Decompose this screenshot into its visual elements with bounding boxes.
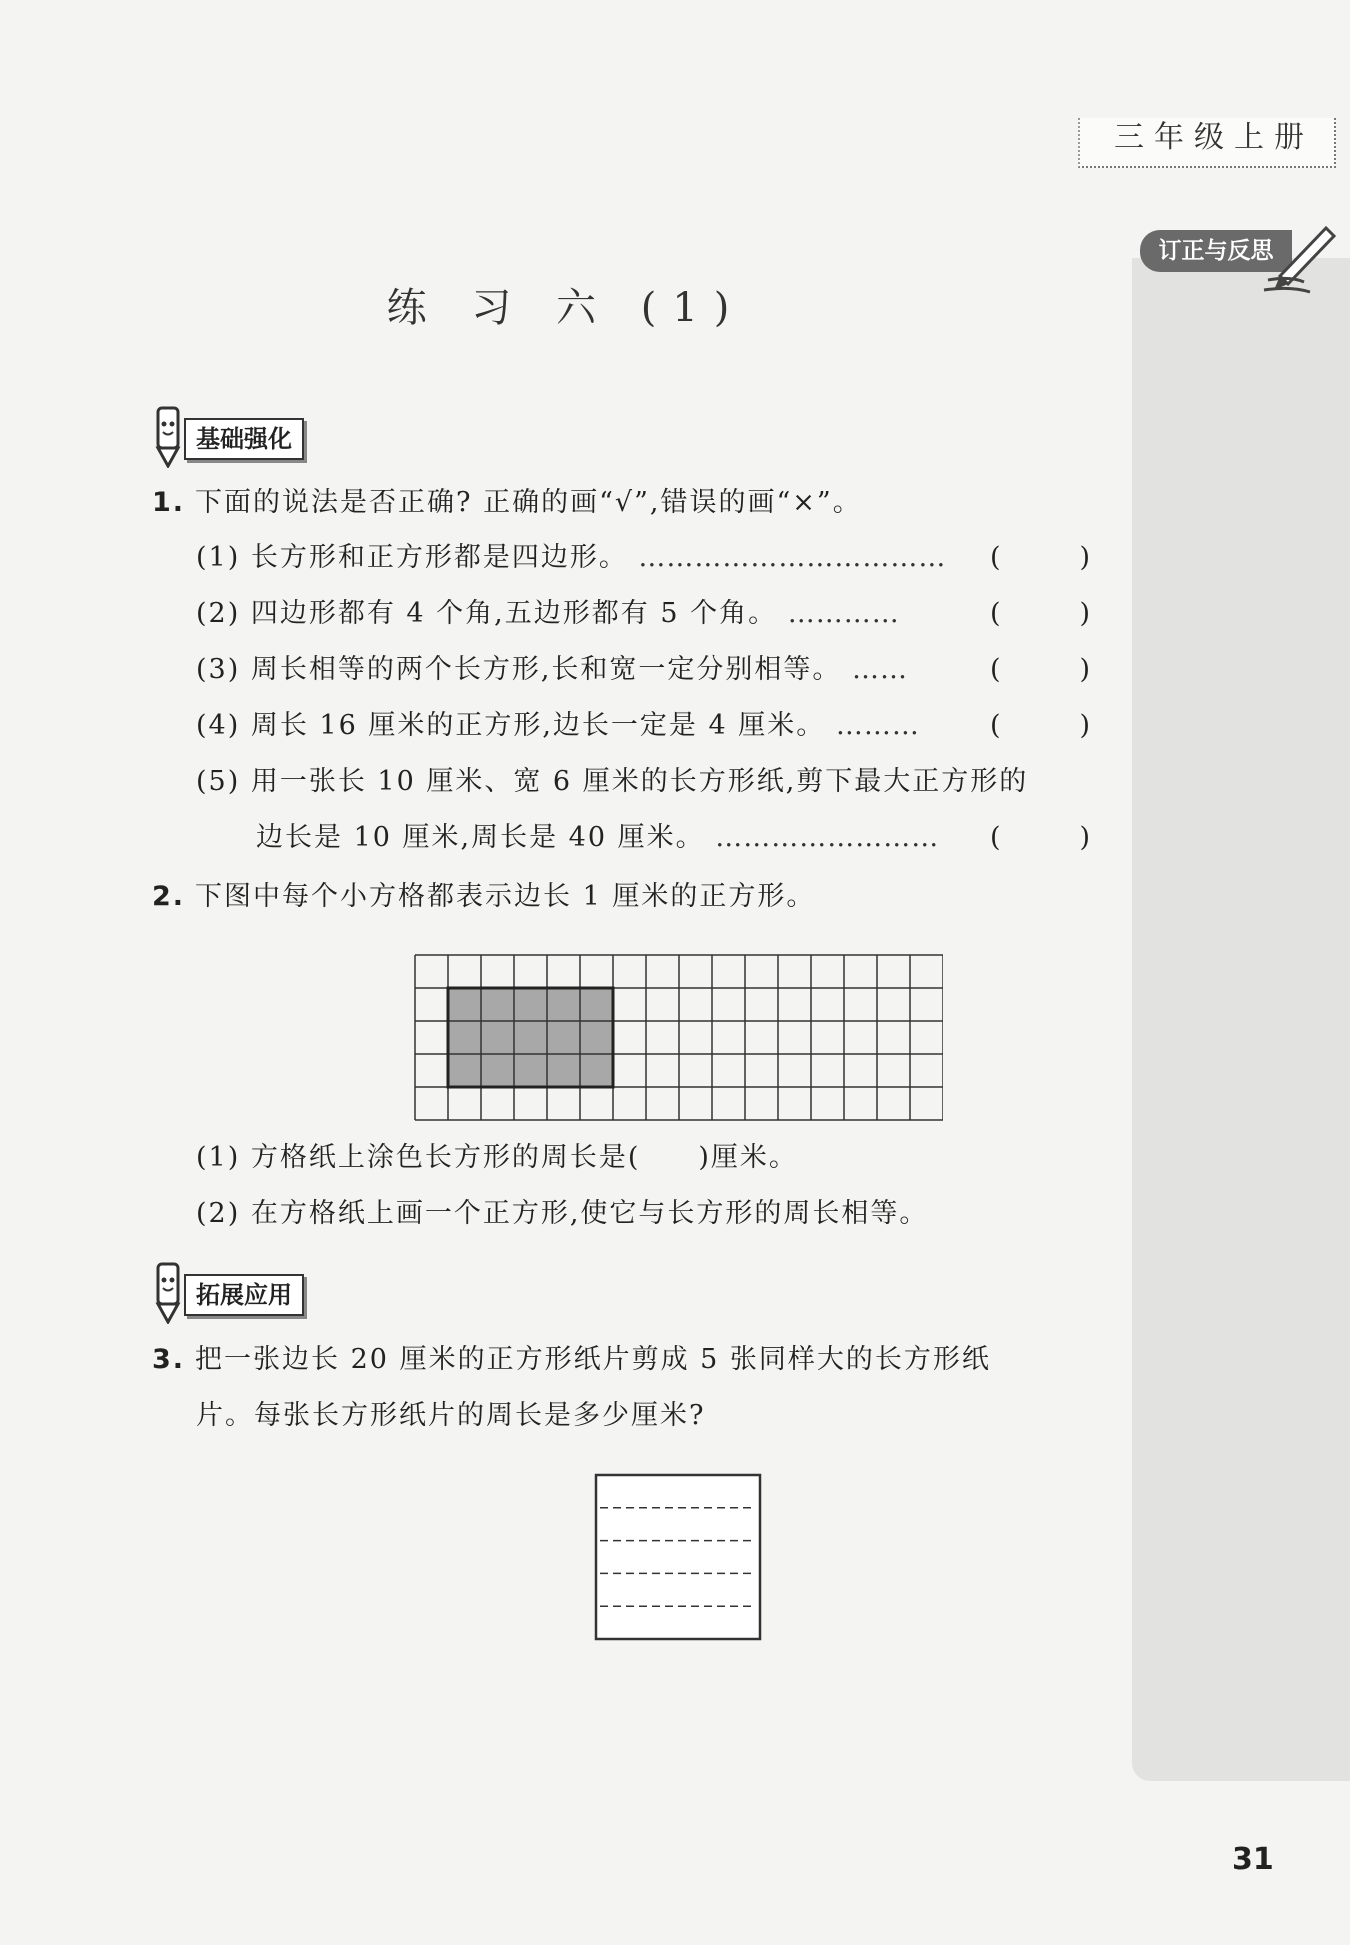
correction-tab: 订正与反思	[1140, 230, 1292, 272]
q1-item-4-dots: ………	[835, 710, 920, 741]
q1-item-2	[196, 594, 900, 634]
q3-number: 3.	[152, 1344, 186, 1375]
q1-item-5-text: (5) 用一张长 10 厘米、宽 6 厘米的长方形纸,剪下最大正方形的	[196, 766, 1029, 797]
q1-item-2-dots: …………	[787, 598, 900, 629]
q1-item-1	[196, 538, 946, 578]
q2-sub-2: (2) 在方格纸上画一个正方形,使它与长方形的周长相等。	[196, 1198, 929, 1229]
pen-icon	[1260, 220, 1340, 296]
q1-item-1-text: (1) 长方形和正方形都是四边形。	[196, 542, 628, 573]
q2-text: 下图中每个小方格都表示边长 1 厘米的正方形。	[195, 881, 816, 912]
q1-number: 1.	[152, 487, 186, 518]
page-number: 31	[1232, 1842, 1274, 1877]
q2-prompt	[152, 877, 815, 917]
q1-item-2-text: (2) 四边形都有 4 个角,五边形都有 5 个角。	[196, 598, 778, 629]
q1-item-5-cont	[256, 818, 939, 858]
q1-item-4-text: (4) 周长 16 厘米的正方形,边长一定是 4 厘米。	[196, 710, 826, 741]
q1-item-3-text: (3) 周长相等的两个长方形,长和宽一定分别相等。	[196, 654, 842, 685]
q1-item-3	[196, 650, 908, 690]
q3-text-2: 片。每张长方形纸片的周长是多少厘米?	[196, 1400, 706, 1431]
q1-item-3-dots: ……	[852, 654, 909, 685]
correction-panel	[1132, 258, 1350, 1781]
q3-text: 把一张边长 20 厘米的正方形纸片剪成 5 张同样大的长方形纸	[195, 1344, 991, 1375]
shaded-rectangle	[448, 988, 613, 1087]
q1-item-4	[196, 706, 920, 746]
q1-prompt	[152, 483, 862, 523]
q1-text: 下面的说法是否正确? 正确的画“√”,错误的画“×”。	[195, 487, 862, 518]
q1-item-5-dots: ……………………	[715, 822, 940, 853]
q1-item-5	[196, 762, 1028, 802]
grade-label-box	[1078, 118, 1336, 168]
square-grid[interactable]	[413, 953, 943, 1121]
section-basic-label: 基础强化	[184, 418, 304, 460]
section-extend-label: 拓展应用	[184, 1274, 304, 1316]
q1-item-5-text-2: 边长是 10 厘米,周长是 40 厘米。	[256, 822, 705, 853]
q1-item-1-dots: ……………………………	[638, 542, 947, 573]
q2-sub-1: (1) 方格纸上涂色长方形的周长是( )厘米。	[196, 1142, 798, 1173]
page-title: 练 习 六 (1)	[386, 285, 746, 331]
q3-prompt	[152, 1340, 991, 1380]
square-paper	[596, 1475, 760, 1639]
grade-label: 三年级上册	[1114, 120, 1314, 155]
q2-number: 2.	[152, 881, 186, 912]
square-paper-diagram	[593, 1472, 763, 1642]
